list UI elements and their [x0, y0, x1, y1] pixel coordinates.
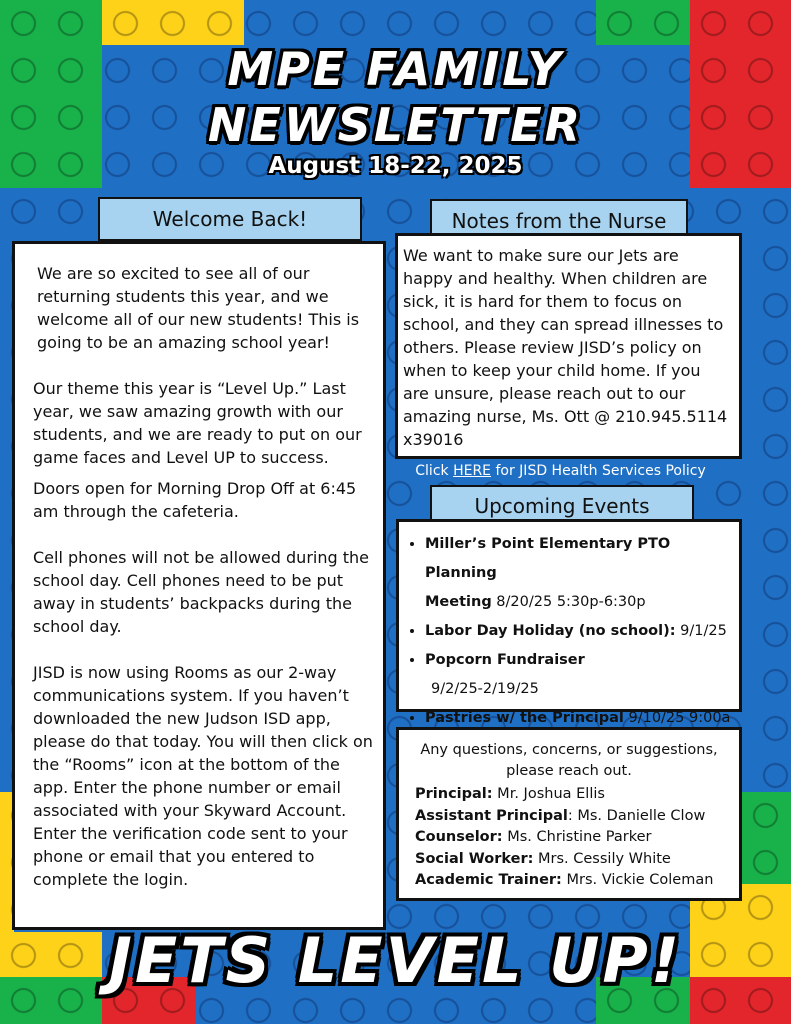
contact-row-assistant-principal: Assistant Principal: Ms. Danielle Clow [415, 807, 706, 824]
welcome-paragraph-5: JISD is now using Rooms as our 2-way communications system. If you haven’t downloaded the new Judson ISD app, please do that today. You will then click on the “Rooms” icon at the bottom of the app. Enter the phone number or email associated with your Skyward Account. Enter the verification code sent to your phone or email that you entered to complete the login. [33, 663, 373, 889]
welcome-panel [12, 241, 386, 930]
welcome-heading: Welcome Back! [98, 197, 362, 241]
event-item: • Labor Day Holiday (no school): 9/1/25 [425, 617, 733, 646]
nurse-heading: Notes from the Nurse [430, 199, 688, 241]
welcome-paragraph-2: Our theme this year is “Level Up.” Last year, we saw amazing growth with our students, and we are ready to put on our game faces and Level UP to success. [33, 379, 362, 467]
contact-row-academic-trainer: Academic Trainer: Mrs. Vickie Coleman [415, 872, 714, 888]
event-item: • Pastries w/ the Principal 9/10/25 9:00a [425, 704, 733, 733]
footer-slogan: JETS LEVEL UP! [108, 924, 683, 997]
event-item: • Miller’s Point Elementary PTO Planning [425, 530, 733, 588]
contact-row-principal: Principal: Mr. Joshua Ellis [415, 786, 605, 802]
event-item-continued: Meeting 8/20/25 5:30p-6:30p [425, 594, 646, 610]
welcome-paragraph-3: Doors open for Morning Drop Off at 6:45 am through the cafeteria. [33, 479, 357, 521]
welcome-paragraph-4: Cell phones will not be allowed during the school day. Cell phones need to be put away in students’ backpacks during the school day. [33, 548, 369, 636]
brick-top-right-green [596, 0, 690, 45]
newsletter-title-line2: NEWSLETTER [207, 98, 584, 152]
contact-row-counselor: Counselor: Ms. Christine Parker [415, 829, 652, 845]
health-policy-note [388, 463, 733, 479]
health-policy-prefix: Click [415, 463, 454, 479]
nurse-text: We want to make sure our Jets are happy and healthy. When children are sick, it is hard for them to focus on school, and they can spread illnesses to others. Please review JISD’s policy on when to keep your child home. If you are unsure, please reach out to our amazing nurse, Ms. Ott @ 210.945.5114 x39016 [403, 246, 728, 449]
health-policy-suffix: for JISD Health Services Policy [491, 463, 706, 479]
welcome-paragraph-1: We are so excited to see all of our returning students this year, and we welcome all of our new students! This is going to be an amazing school year! [37, 264, 360, 352]
events-heading: Upcoming Events [430, 485, 694, 525]
health-policy-link[interactable]: HERE [453, 463, 492, 479]
newsletter-date: August 18-22, 2025 [268, 153, 523, 179]
newsletter-title-line1: MPE FAMILY [227, 42, 564, 96]
brick-top-left-yellow [102, 0, 244, 45]
event-item: • Popcorn Fundraiser [425, 646, 733, 675]
contacts-panel [396, 727, 742, 901]
contacts-intro: Any questions, concerns, or suggestions, please reach out. [420, 742, 718, 779]
contact-row-social-worker: Social Worker: Mrs. Cessily White [415, 850, 671, 867]
events-panel [396, 519, 742, 726]
event-item-continued: 9/2/25-2/19/25 [431, 681, 539, 697]
nurse-panel [395, 233, 742, 459]
